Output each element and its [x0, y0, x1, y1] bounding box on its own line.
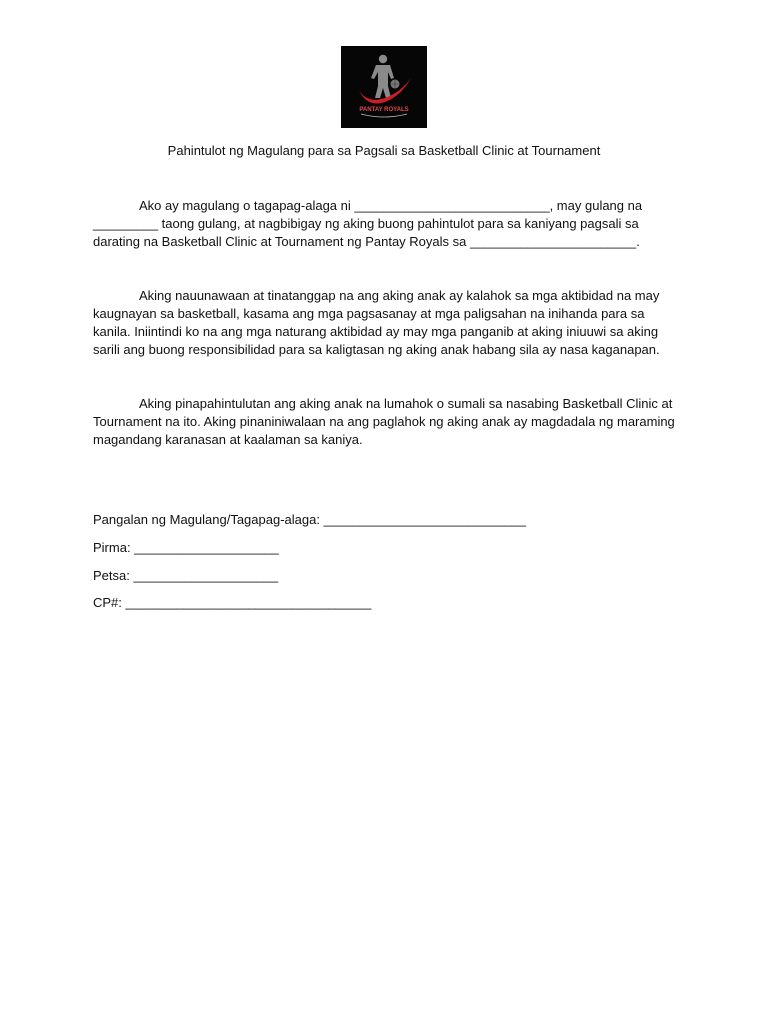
parent-name-field: Pangalan ng Magulang/Tagapag-alaga: ____________________________: [93, 512, 527, 527]
logo-text: PANTAY ROYALS: [359, 107, 409, 113]
signature-field: Pirma: ____________________: [93, 540, 279, 555]
date-field: Petsa: ____________________: [93, 568, 279, 583]
basketball-player-icon: [341, 46, 427, 128]
pantay-royals-logo: [341, 46, 427, 128]
paragraph-consent: Ako ay magulang o tagapag-alaga ni ___________________________, may gulang na _________ taong gulang, at nagbibigay ng aking buong pahintulot para sa kaniyang pagsali sa darating na Basketball Clinic at Tournament ng Pantay Royals sa _______________________.: [93, 198, 643, 249]
paragraph-permission: Aking pinapahintulutan ang aking anak na lumahok o sumali sa nasabing Basketball Clinic at Tournament na ito. Aking pinaniniwalaan na ang paglahok ng aking anak ay magdadala ng maraming magandang karanasan at kaalaman sa kaniya.: [93, 396, 675, 447]
page-title: Pahintulot ng Magulang para sa Pagsali sa Basketball Clinic at Tournament: [167, 143, 601, 158]
phone-field: CP#: __________________________________: [93, 595, 372, 610]
paragraph-understanding: Aking nauunawaan at tinatanggap na ang aking anak ay kalahok sa mga aktibidad na may kaugnayan sa basketball, kasama ang mga pagsasanay at mga paligsahan na inihanda para sa kanila. Iniintindi ko na ang mga naturang aktibidad ay may mga panganib at aking iniuuwi sa aking sarili ang buong responsibilidad para sa kaligtasan ng aking anak habang sila ay nasa kaganapan.: [93, 288, 660, 357]
